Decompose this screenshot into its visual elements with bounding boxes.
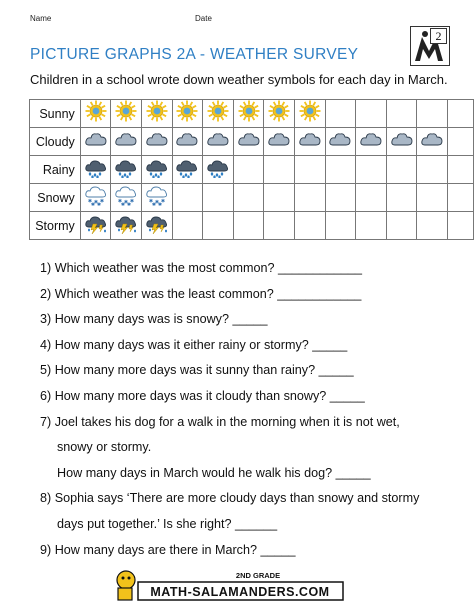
rain-icon [206, 156, 230, 178]
graph-row-cloudy [30, 128, 474, 156]
cloud-icon [175, 128, 199, 150]
graph-cell-filled [80, 128, 111, 156]
graph-cell-filled [325, 128, 356, 156]
graph-cell-filled [111, 184, 142, 212]
svg-text:✱: ✱ [127, 202, 132, 206]
storm-icon [84, 212, 108, 234]
question-line: 5) How many more days was it sunny than rainy? _____ [40, 363, 354, 378]
graph-cell-empty [356, 184, 387, 212]
cloud-icon [206, 128, 230, 150]
graph-cell-empty [417, 184, 448, 212]
question-line: 1) Which weather was the most common? ____________ [40, 261, 363, 275]
rain-icon [114, 156, 138, 178]
graph-cell-filled [80, 156, 111, 184]
question-line: 8) Sophia says ‘There are more cloudy days than snowy and stormy [40, 491, 420, 506]
row-label: Rainy [30, 156, 81, 184]
graph-cell-empty [233, 212, 264, 240]
graph-cell-filled [111, 128, 142, 156]
svg-text:✱: ✱ [90, 202, 95, 206]
cloud-icon [267, 128, 291, 150]
graph-cell-filled [80, 100, 111, 128]
question-line: 4) How many days was it either rainy or stormy? _____ [40, 337, 348, 352]
cloud-icon [359, 128, 383, 150]
question-line: How many days in March would he walk his dog? _____ [57, 465, 371, 480]
graph-cell-empty [417, 156, 448, 184]
cloud-icon [328, 128, 352, 150]
grade-number: 2 [430, 28, 447, 44]
sun-icon [206, 100, 230, 122]
graph-row-sunny [30, 100, 474, 128]
graph-cell-empty [233, 184, 264, 212]
question-line: 9) How many days are there in March? _____ [40, 542, 296, 557]
row-label: Cloudy [30, 128, 81, 156]
graph-cell-empty [172, 184, 203, 212]
row-label: Sunny [30, 100, 81, 128]
graph-cell-filled [294, 100, 325, 128]
svg-text:✱: ✱ [121, 202, 126, 206]
footer-site-text: MATH-SALAMANDERS.COM [150, 585, 330, 599]
intro-text: Children in a school wrote down weather symbols for each day in March. [30, 72, 448, 87]
svg-text:✱: ✱ [96, 202, 101, 206]
question-line: days put together.’ Is she right? ______ [57, 516, 278, 531]
question-line: 2) Which weather was the least common? ____________ [40, 286, 362, 301]
graph-cell-empty [356, 156, 387, 184]
graph-cell-empty [294, 212, 325, 240]
sun-icon [237, 100, 261, 122]
cloud-icon [84, 128, 108, 150]
sun-icon [298, 100, 322, 122]
graph-row-rainy [30, 156, 474, 184]
cloud-icon [420, 128, 444, 150]
svg-text:✱: ✱ [87, 198, 92, 205]
graph-cell-filled [111, 212, 142, 240]
sun-icon [145, 100, 169, 122]
graph-cell-filled [111, 100, 142, 128]
cloud-icon [298, 128, 322, 150]
graph-cell-filled [356, 128, 387, 156]
svg-text:✱: ✱ [154, 199, 159, 206]
rain-icon [84, 156, 108, 178]
row-label: Stormy [30, 212, 81, 240]
question-line: 7) Joel takes his dog for a walk in the morning when it is not wet, [40, 414, 400, 429]
graph-cell-filled [172, 128, 203, 156]
sun-icon [175, 100, 199, 122]
graph-cell-empty [447, 212, 473, 240]
graph-cell-empty [386, 184, 417, 212]
graph-cell-filled [417, 128, 448, 156]
graph-cell-filled [294, 128, 325, 156]
snow-icon [114, 184, 138, 206]
sun-icon [267, 100, 291, 122]
footer-grade-text: 2ND GRADE [235, 571, 281, 580]
graph-cell-empty [447, 184, 473, 212]
cloud-icon [114, 128, 138, 150]
graph-cell-empty [447, 128, 473, 156]
question-line: snowy or stormy. [57, 440, 152, 455]
snow-icon [145, 184, 169, 206]
graph-cell-empty [356, 212, 387, 240]
graph-cell-empty [233, 156, 264, 184]
svg-text:✱: ✱ [124, 199, 129, 206]
graph-cell-filled [141, 128, 172, 156]
graph-cell-empty [172, 212, 203, 240]
svg-text:✱: ✱ [157, 202, 162, 206]
graph-row-snowy [30, 184, 474, 212]
svg-text:✱: ✱ [93, 199, 98, 206]
graph-cell-empty [417, 212, 448, 240]
graph-cell-filled [203, 100, 234, 128]
picture-graph [29, 99, 474, 240]
graph-cell-empty [356, 100, 387, 128]
graph-cell-empty [386, 156, 417, 184]
graph-cell-filled [80, 212, 111, 240]
name-label: Name [30, 14, 52, 23]
graph-cell-empty [294, 156, 325, 184]
footer-logo [108, 568, 348, 604]
sun-icon [114, 100, 138, 122]
graph-cell-empty [417, 100, 448, 128]
graph-cell-filled [233, 100, 264, 128]
graph-cell-filled [141, 212, 172, 240]
graph-cell-filled [264, 128, 295, 156]
graph-cell-empty [386, 212, 417, 240]
date-label: Date [195, 14, 212, 23]
graph-cell-empty [264, 212, 295, 240]
graph-cell-empty [294, 184, 325, 212]
math-salamanders-logo-icon [108, 568, 348, 604]
graph-cell-empty [203, 184, 234, 212]
graph-cell-empty [264, 156, 295, 184]
svg-text:✱: ✱ [130, 198, 135, 205]
sun-icon [84, 100, 108, 122]
graph-cell-empty [325, 184, 356, 212]
grade-badge [410, 26, 450, 66]
graph-row-stormy [30, 212, 474, 240]
graph-cell-filled [141, 184, 172, 212]
question-line: 6) How many more days was it cloudy than snowy? _____ [40, 388, 365, 403]
graph-cell-empty [447, 156, 473, 184]
graph-cell-empty [447, 100, 473, 128]
question-line: 3) How many days was is snowy? _____ [40, 312, 268, 327]
graph-cell-filled [141, 100, 172, 128]
snow-icon [84, 184, 108, 206]
graph-cell-empty [325, 100, 356, 128]
graph-cell-filled [141, 156, 172, 184]
row-label: Snowy [30, 184, 81, 212]
graph-cell-filled [203, 156, 234, 184]
graph-cell-filled [80, 184, 111, 212]
graph-cell-empty [325, 156, 356, 184]
graph-cell-filled [233, 128, 264, 156]
graph-cell-empty [325, 212, 356, 240]
svg-text:✱: ✱ [118, 198, 123, 205]
graph-cell-empty [386, 100, 417, 128]
page-title: PICTURE GRAPHS 2A - WEATHER SURVEY [30, 46, 359, 63]
graph-cell-filled [386, 128, 417, 156]
svg-text:✱: ✱ [160, 198, 165, 205]
graph-cell-filled [111, 156, 142, 184]
graph-cell-filled [172, 156, 203, 184]
storm-icon [145, 212, 169, 234]
rain-icon [175, 156, 199, 178]
graph-cell-empty [203, 212, 234, 240]
graph-cell-empty [264, 184, 295, 212]
svg-text:✱: ✱ [151, 202, 156, 206]
svg-text:✱: ✱ [99, 198, 104, 205]
cloud-icon [390, 128, 414, 150]
cloud-icon [145, 128, 169, 150]
svg-text:✱: ✱ [148, 198, 153, 205]
storm-icon [114, 212, 138, 234]
questions-list [40, 256, 460, 563]
graph-cell-filled [264, 100, 295, 128]
rain-icon [145, 156, 169, 178]
graph-cell-filled [203, 128, 234, 156]
cloud-icon [237, 128, 261, 150]
graph-cell-filled [172, 100, 203, 128]
